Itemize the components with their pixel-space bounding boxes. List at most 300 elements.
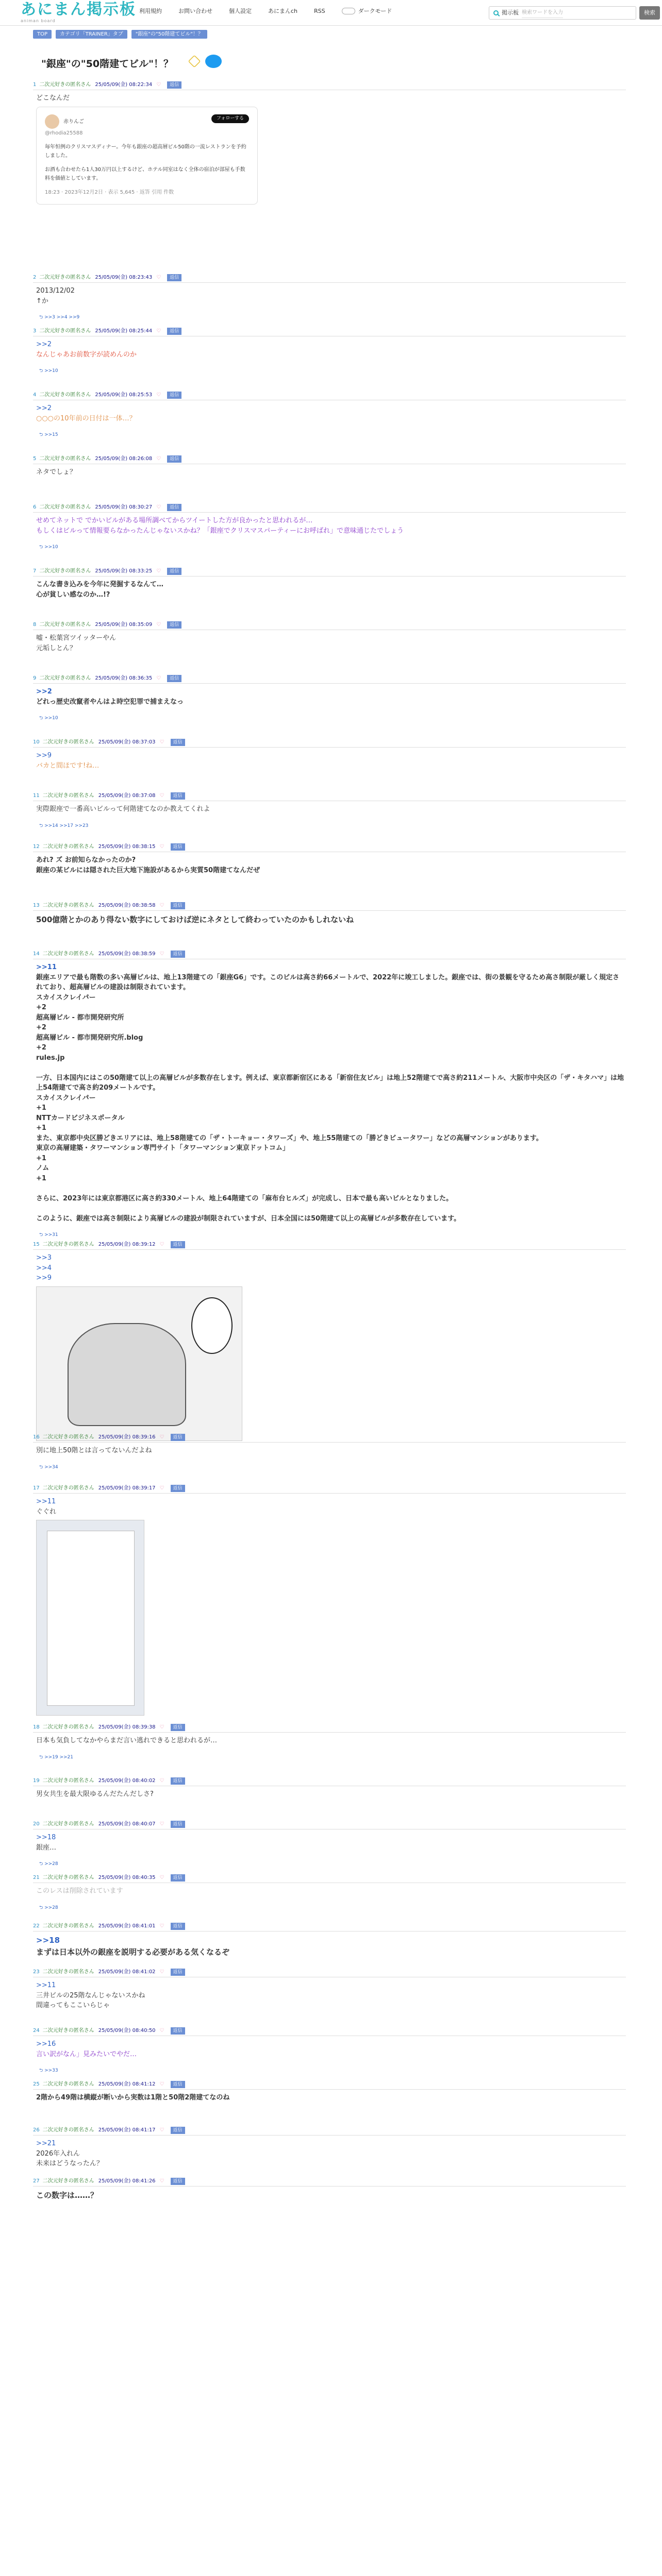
post-number[interactable]: 12	[33, 844, 40, 850]
post-text: 間違ってもここいらじゃ	[36, 2002, 110, 2009]
post-body	[33, 336, 626, 375]
post-body	[33, 1977, 626, 2011]
post	[33, 1776, 626, 1797]
like-heart-icon[interactable]: ♡	[156, 456, 161, 462]
reply-anchor-link[interactable]: >>4	[36, 1264, 52, 1272]
post-author: 二次元好きの匿名さん	[42, 903, 94, 908]
reply-links[interactable]: ⮌ >>34	[39, 1464, 58, 1470]
reply-button[interactable]: 返信	[171, 2127, 185, 2134]
reply-links[interactable]: ⮌ >>10	[39, 368, 58, 374]
post-date: 25/05/09(金) 08:41:17	[98, 2127, 156, 2133]
post-text: +1	[36, 1174, 46, 1182]
post-number[interactable]: 9	[33, 675, 37, 681]
post-header	[33, 1967, 626, 1977]
breadcrumb-category[interactable]: カテゴリ「TRAINER」タブ	[56, 30, 127, 39]
reply-links[interactable]: ⮌ >>3 >>4 >>9	[39, 315, 80, 320]
post-text: まずは日本以外の銀座を説明する必要がある気くなるぞ	[36, 1947, 230, 1957]
post-text: NTTカードビジネスポータル	[36, 1114, 125, 1122]
like-heart-icon[interactable]: ♡	[159, 951, 164, 957]
reply-button[interactable]: 返信	[171, 1969, 185, 1976]
post-text: ↑か	[36, 297, 48, 305]
post-header	[33, 791, 626, 801]
logo-subtext: animan board	[21, 19, 56, 23]
post-number[interactable]: 3	[33, 328, 37, 334]
nav-rss[interactable]: RSS	[314, 8, 325, 14]
post-body	[33, 684, 626, 722]
reply-links[interactable]: ⮌ >>28	[39, 1861, 58, 1867]
like-heart-icon[interactable]: ♡	[156, 622, 161, 628]
post-body	[33, 400, 626, 439]
search-scope[interactable]: 掲示板	[502, 9, 519, 16]
post-text: 元垢しとん？	[36, 644, 77, 652]
reply-anchor-link[interactable]: >>9	[36, 752, 52, 759]
post-number[interactable]: 14	[33, 951, 40, 957]
post-text: なんじゃあお前数字が読めんのか	[36, 350, 137, 359]
post-text	[36, 1063, 626, 1073]
post-text: 500億階とかのあり得ない数字にしておけば逆にネタとして終わっていたのかもしれないね	[36, 915, 354, 924]
reply-anchor-link[interactable]: >>11	[36, 963, 57, 971]
post	[33, 1873, 626, 1910]
post-body	[33, 1829, 626, 1868]
post-text: +2	[36, 1004, 46, 1011]
post-header	[33, 326, 626, 336]
post-number[interactable]: 4	[33, 392, 37, 398]
post-header	[33, 1483, 626, 1494]
like-heart-icon[interactable]: ♡	[156, 328, 161, 334]
post-author: 二次元好きの匿名さん	[39, 275, 91, 280]
reply-links[interactable]: ⮌ >>14 >>17 >>23	[39, 823, 89, 828]
like-heart-icon[interactable]: ♡	[159, 903, 164, 908]
post-author: 二次元好きの匿名さん	[42, 1724, 94, 1730]
post-number[interactable]: 23	[33, 1969, 40, 1975]
post	[33, 1921, 626, 1957]
reply-button[interactable]: 返信	[167, 274, 181, 281]
post-text: +1	[36, 1154, 46, 1162]
post-text: スカイスクレイパー	[36, 993, 96, 1002]
post-date: 25/05/09(金) 08:22:34	[95, 82, 153, 88]
post-date: 25/05/09(金) 08:36:35	[95, 675, 153, 681]
search-button[interactable]: 検索	[639, 6, 660, 20]
reply-links[interactable]: ⮌ >>28	[39, 1905, 58, 1910]
like-heart-icon[interactable]: ♡	[159, 1923, 164, 1929]
search-box[interactable]	[489, 6, 636, 20]
post-text: rules.jp	[36, 1054, 65, 1062]
site-logo[interactable]	[21, 1, 136, 24]
post-text: このように、銀座では高さ制限により高層ビルの建設が制限されていますが、日本全国には50階建て以上の高層ビルが多数存在しています。	[36, 1214, 461, 1223]
post-text: ○○○の10年前の日付は一体…？	[36, 414, 136, 422]
post-number[interactable]: 15	[33, 1242, 40, 1247]
reply-button[interactable]: 返信	[171, 792, 185, 800]
like-heart-icon[interactable]: ♡	[159, 739, 164, 745]
post-text: どこなんだ	[36, 94, 70, 102]
post-date: 25/05/09(金) 08:26:08	[95, 456, 153, 462]
post-date: 25/05/09(金) 08:40:35	[98, 1875, 156, 1880]
like-heart-icon[interactable]: ♡	[156, 82, 161, 88]
reply-button[interactable]: 返信	[167, 568, 181, 575]
reply-button[interactable]: 返信	[171, 1923, 185, 1930]
post-text: さらに、2023年には東京都港区に高さ約330メートル、地上64階建ての「麻布台ヒルズ」が完成し、日本で最も高いビルとなりました。	[36, 1194, 453, 1202]
post-author: 二次元好きの匿名さん	[42, 739, 94, 745]
post-author: 二次元好きの匿名さん	[39, 622, 91, 628]
post-body	[33, 1733, 626, 1761]
post-text: せめてネットで でかいビルがある場所調べてからツイートした方が良かったと思われるが…	[36, 517, 313, 524]
nav-animanch[interactable]: あにまんch	[268, 8, 298, 14]
reply-anchor-link[interactable]: >>16	[36, 2040, 56, 2048]
toggle-icon[interactable]	[342, 8, 355, 14]
post-text: もしくはビルって情報要らなかったんじゃないスかね？「銀座でクリスマスパーティーにお呼ばれ」で意味通じたでしょう	[36, 527, 404, 535]
post-author: 二次元好きの匿名さん	[42, 1485, 94, 1491]
reply-anchor-link[interactable]: >>2	[36, 341, 52, 348]
embedded-tweet[interactable]	[36, 107, 258, 205]
post-author: 二次元好きの匿名さん	[42, 2127, 94, 2133]
follow-button[interactable]: フォローする	[211, 114, 249, 123]
post-body	[33, 911, 626, 926]
post-date: 25/05/09(金) 08:38:15	[98, 844, 156, 850]
reply-links[interactable]: ⮌ >>19 >>21	[39, 1754, 73, 1760]
post-author: 二次元好きの匿名さん	[42, 1778, 94, 1784]
post-header	[33, 2125, 626, 2136]
post-author: 二次元好きの匿名さん	[39, 82, 91, 88]
manga-panel-image[interactable]	[36, 1286, 242, 1441]
post-body	[33, 464, 626, 478]
post-date: 25/05/09(金) 08:40:02	[98, 1778, 156, 1784]
post-author: 二次元好きの匿名さん	[39, 456, 91, 462]
post-number[interactable]: 11	[33, 793, 40, 799]
reply-anchor-link[interactable]: >>18	[36, 1936, 60, 1945]
reply-button[interactable]: 返信	[171, 951, 185, 958]
like-heart-icon[interactable]: ♡	[156, 392, 161, 398]
post-header	[33, 737, 626, 748]
reply-button[interactable]: 返信	[167, 675, 181, 682]
post-header	[33, 454, 626, 464]
post	[33, 1432, 626, 1470]
post-number[interactable]: 6	[33, 504, 37, 510]
post-date: 25/05/09(金) 08:41:02	[98, 1969, 156, 1975]
post-number[interactable]: 5	[33, 456, 37, 462]
reply-links[interactable]: ⮌ >>10	[39, 545, 58, 550]
like-heart-icon[interactable]: ♡	[159, 1875, 164, 1880]
thread-title: "銀座"の"50階建てビル"！？	[41, 58, 174, 70]
post-text: 一方、日本国内にはこの50階建て以上の高層ビルが多数存在します。例えば、東京都新宿区にある「新宿住友ビル」は地上52階建てで高さ約211メートル、大阪市中央区の「ザ・キタハマ」は地上54階建てで高さ約209メートルです。	[36, 1074, 624, 1092]
reply-button[interactable]: 返信	[171, 1874, 185, 1882]
post-body	[33, 852, 626, 875]
post	[33, 390, 626, 437]
post-header	[33, 1819, 626, 1829]
post-number[interactable]: 7	[33, 568, 37, 574]
post-header	[33, 901, 626, 911]
reply-links[interactable]: ⮌ >>33	[39, 2068, 58, 2073]
tweet-handle: @rhodia25588	[45, 130, 83, 136]
post-text: 言い訳がなん」見みたいでやだ…	[36, 2050, 137, 2058]
reply-button[interactable]: 返信	[171, 1777, 185, 1785]
reply-anchor-link[interactable]: >>11	[36, 1498, 56, 1505]
post-body	[33, 1443, 626, 1471]
like-heart-icon[interactable]: ♡	[159, 2127, 164, 2133]
like-heart-icon[interactable]: ♡	[159, 2081, 164, 2087]
like-heart-icon[interactable]: ♡	[156, 504, 161, 510]
site-header	[0, 0, 662, 26]
post-number[interactable]: 24	[33, 2028, 40, 2033]
post-author: 二次元好きの匿名さん	[42, 1434, 94, 1440]
post	[33, 1819, 626, 1867]
post-author: 二次元好きの匿名さん	[42, 2028, 94, 2033]
post-author: 二次元好きの匿名さん	[42, 1242, 94, 1247]
post-text: ノム	[36, 1164, 49, 1172]
post-text: 銀座の某ビルには隠された巨大地下施設があるから実質50階建てなんだぜ	[36, 866, 260, 874]
reply-anchor-link[interactable]: >>18	[36, 1834, 56, 1841]
post	[33, 273, 626, 320]
reply-anchor-link[interactable]: >>21	[36, 2140, 56, 2147]
tweet-text: 毎年恒例のクリスマスディナー。今年も銀座の超高層ビル50階の一流レストランを予約しました。	[45, 144, 246, 159]
post	[33, 2125, 626, 2167]
post-number[interactable]: 22	[33, 1923, 40, 1929]
nav-terms[interactable]: 利用規約	[139, 8, 162, 14]
post-date: 25/05/09(金) 08:30:27	[95, 504, 153, 510]
post	[33, 454, 626, 480]
post	[33, 326, 626, 374]
post-header	[33, 502, 626, 513]
post-number[interactable]: 20	[33, 1821, 40, 1827]
reply-button[interactable]: 返信	[171, 1821, 185, 1828]
reply-links[interactable]: ⮌ >>31	[39, 1232, 58, 1238]
post-body	[33, 801, 626, 829]
reply-button[interactable]: 返信	[167, 621, 181, 629]
post-header	[33, 949, 626, 959]
reply-button[interactable]: 返信	[171, 1485, 185, 1492]
reply-button[interactable]: 返信	[171, 1724, 185, 1731]
post-date: 25/05/09(金) 08:39:17	[98, 1485, 156, 1491]
post-header	[33, 273, 626, 283]
post	[33, 2079, 626, 2103]
tweet-user-row	[45, 114, 249, 129]
reply-anchor-link[interactable]: >>11	[36, 1981, 56, 1989]
reply-links[interactable]: ⮌ >>15	[39, 432, 58, 437]
post-text: バカと間ほです!ね…	[36, 761, 100, 770]
post-header	[33, 673, 626, 684]
post-author: 二次元好きの匿名さん	[39, 675, 91, 681]
breadcrumb-thread[interactable]: "銀座"の"50階建てビル"！？	[131, 30, 207, 39]
post	[33, 791, 626, 828]
post-author: 二次元好きの匿名さん	[42, 2081, 94, 2087]
post-number[interactable]: 26	[33, 2127, 40, 2133]
post-number[interactable]: 17	[33, 1485, 40, 1491]
post-header	[33, 390, 626, 400]
nav-darkmode[interactable]	[342, 7, 392, 16]
post-header	[33, 2176, 626, 2187]
nav-settings[interactable]: 個人設定	[229, 8, 252, 14]
reply-button[interactable]: 返信	[167, 504, 181, 511]
reply-anchor-link[interactable]: >>9	[36, 1274, 52, 1282]
avatar	[45, 114, 59, 129]
post-number[interactable]: 16	[33, 1434, 40, 1440]
post-text: ぐぐれ	[36, 1507, 57, 1516]
reply-button[interactable]: 返信	[167, 455, 181, 463]
reply-button[interactable]: 返信	[171, 739, 185, 746]
post-text: 未来はどうなったん？	[36, 2160, 104, 2167]
post-date: 25/05/09(金) 08:40:50	[98, 2028, 156, 2033]
post-author: 二次元好きの匿名さん	[39, 392, 91, 398]
reply-button[interactable]: 返信	[167, 328, 181, 335]
post-header	[33, 1873, 626, 1883]
reply-button[interactable]: 返信	[171, 902, 185, 909]
post-author: 二次元好きの匿名さん	[42, 2178, 94, 2184]
post-text: 超高層ビル - 都市開発研究所.blog	[36, 1033, 143, 1042]
like-heart-icon[interactable]: ♡	[156, 275, 161, 280]
post-date: 25/05/09(金) 08:41:12	[98, 2081, 156, 2087]
reply-anchor-link[interactable]: >>2	[36, 404, 52, 412]
post-date: 25/05/09(金) 08:39:38	[98, 1724, 156, 1730]
post-text: +1	[36, 1124, 46, 1132]
post	[33, 620, 626, 651]
reply-links[interactable]: ⮌ >>10	[39, 716, 58, 721]
post-author: 二次元好きの匿名さん	[39, 328, 91, 334]
top-nav	[139, 7, 408, 16]
post	[33, 2176, 626, 2199]
post-body	[33, 2187, 626, 2201]
post-text: このレスは削除されています	[36, 1887, 123, 1895]
post-text: 超高層ビル - 都市開発研究所	[36, 1013, 124, 1022]
post-text: +2	[36, 1044, 46, 1052]
post-header	[33, 620, 626, 630]
post	[33, 566, 626, 597]
reply-anchor-link[interactable]: >>3	[36, 1254, 52, 1262]
reply-button[interactable]: 返信	[171, 2178, 185, 2185]
post-text	[36, 1204, 626, 1214]
post-number[interactable]: 27	[33, 2178, 40, 2184]
like-heart-icon[interactable]: ♡	[159, 1242, 164, 1247]
tweet-text: お酒も合わせたら1人30万円以上するけど、ホテル同室はなく全体の宿泊が部屋も手数料を価値としています。	[45, 166, 245, 181]
reply-button[interactable]: 返信	[171, 2027, 185, 2035]
post-author: 二次元好きの匿名さん	[39, 568, 91, 574]
nav-contact[interactable]: お問い合わせ	[178, 8, 212, 14]
post-date: 25/05/09(金) 08:37:08	[98, 793, 156, 799]
post-text: 嘘・松葉宮ツイッターやん	[36, 634, 117, 642]
speech-bubble	[191, 1297, 233, 1354]
like-heart-icon[interactable]: ♡	[159, 1724, 164, 1730]
post-body	[33, 1494, 626, 1716]
tweet-meta: 18:23 · 2023年12月2日 · 表示 5,645 · 返答 引用 件数	[45, 189, 174, 195]
reply-button[interactable]: 返信	[171, 1241, 185, 1248]
search-input[interactable]: 検索ワードを入力	[522, 8, 563, 18]
post-body	[33, 2136, 626, 2169]
post-text: 三井ビルの25階なんじゃないスかね	[36, 1991, 145, 1999]
post-author: 二次元好きの匿名さん	[42, 1923, 94, 1929]
logo-text: あにまん掲示板	[21, 1, 136, 19]
post-text: 銀座…	[36, 1843, 57, 1852]
post	[33, 901, 626, 926]
post	[33, 2026, 626, 2073]
post-header	[33, 1921, 626, 1931]
post-number[interactable]: 10	[33, 739, 40, 745]
post-text: +1	[36, 1104, 46, 1112]
post-number[interactable]: 8	[33, 622, 37, 628]
post-number[interactable]: 21	[33, 1875, 40, 1880]
like-heart-icon[interactable]: ♡	[159, 2178, 164, 2184]
like-heart-icon[interactable]: ♡	[159, 844, 164, 850]
post-text: ネタでしょ？	[36, 468, 77, 476]
post-header	[33, 842, 626, 852]
post-text: こんな書き込みを今年に発掘するなんて…	[36, 581, 164, 588]
post-text: どれっ歴史改竄者やんはよ時空犯罪で捕まえなっ	[36, 698, 184, 706]
post-body	[33, 630, 626, 653]
reply-button[interactable]: 返信	[171, 1434, 185, 1441]
darkmode-label: ダークモード	[358, 8, 392, 14]
post-date: 25/05/09(金) 08:35:09	[95, 622, 153, 628]
post-date: 25/05/09(金) 08:38:58	[98, 903, 156, 908]
post-date: 25/05/09(金) 08:39:12	[98, 1242, 156, 1247]
post-body	[33, 1883, 626, 1911]
post-number[interactable]: 1	[33, 82, 37, 88]
like-heart-icon[interactable]: ♡	[159, 1778, 164, 1784]
post-author: 二次元好きの匿名さん	[42, 793, 94, 799]
reply-anchor-link[interactable]: >>2	[36, 688, 52, 696]
post	[33, 1722, 626, 1760]
post-author: 二次元好きの匿名さん	[42, 951, 94, 957]
post-text: 2階から49階は横縦が断いから実数は1階と50階2階建てなのね	[36, 2094, 230, 2102]
post-text: 2026年入れん	[36, 2149, 80, 2158]
twitter-share-icon[interactable]	[205, 55, 222, 68]
post-header	[33, 2026, 626, 2036]
like-heart-icon[interactable]: ♡	[159, 1969, 164, 1975]
favorite-star-icon[interactable]	[188, 55, 201, 68]
post-text: 実際銀座で一番高いビルって何階建てなのか教えてくれよ	[36, 805, 210, 813]
breadcrumb-top[interactable]: TOP	[33, 30, 52, 39]
post-date: 25/05/09(金) 08:25:53	[95, 392, 153, 398]
post-number[interactable]: 18	[33, 1724, 40, 1730]
reply-button[interactable]: 返信	[171, 2081, 185, 2088]
post	[33, 1240, 626, 1410]
post-text: あれ? ズ お前知らなかったのか?	[36, 856, 136, 864]
post-author: 二次元好きの匿名さん	[42, 844, 94, 850]
post-body	[33, 959, 626, 1239]
reply-button[interactable]: 返信	[167, 392, 181, 399]
post-author: 二次元好きの匿名さん	[42, 1969, 94, 1975]
post-date: 25/05/09(金) 08:38:59	[98, 951, 156, 957]
like-heart-icon[interactable]: ♡	[156, 568, 161, 574]
post-header	[33, 1722, 626, 1733]
like-heart-icon[interactable]: ♡	[156, 675, 161, 681]
post-date: 25/05/09(金) 08:33:25	[95, 568, 153, 574]
like-heart-icon[interactable]: ♡	[159, 1821, 164, 1827]
reply-button[interactable]: 返信	[171, 843, 185, 851]
post-text: 日本も気負してなかやらまだ言い逃れできると思われるが…	[36, 1737, 218, 1744]
post	[33, 737, 626, 768]
post-author: 二次元好きの匿名さん	[42, 1875, 94, 1880]
like-heart-icon[interactable]: ♡	[159, 2028, 164, 2033]
post-number[interactable]: 19	[33, 1778, 40, 1784]
post-text	[36, 1183, 626, 1194]
like-heart-icon[interactable]: ♡	[159, 793, 164, 799]
like-heart-icon[interactable]: ♡	[159, 1434, 164, 1440]
post-body	[33, 283, 626, 321]
post-body	[33, 1786, 626, 1800]
post-number[interactable]: 13	[33, 903, 40, 908]
post-text: 心が貧しい感なのか…!?	[36, 590, 110, 599]
post-date: 25/05/09(金) 08:25:44	[95, 328, 153, 334]
like-heart-icon[interactable]: ♡	[159, 1485, 164, 1491]
post-author: 二次元好きの匿名さん	[39, 504, 91, 510]
post-header	[33, 566, 626, 577]
post-header	[33, 1240, 626, 1250]
post-number[interactable]: 25	[33, 2081, 40, 2087]
post-text: また、東京都中央区勝どきエリアには、地上58階建ての「ザ・トーキョー・タワーズ」や、地上55階建ての「勝どきビュータワー」などの高層マンションがあります。	[36, 1134, 543, 1142]
reply-button[interactable]: 返信	[167, 81, 181, 89]
post-number[interactable]: 2	[33, 275, 37, 280]
search-result-screenshot[interactable]	[36, 1520, 144, 1716]
post-text: スカイスクレイパー	[36, 1094, 96, 1102]
post-date: 25/05/09(金) 08:41:26	[98, 2178, 156, 2184]
post	[33, 842, 626, 878]
